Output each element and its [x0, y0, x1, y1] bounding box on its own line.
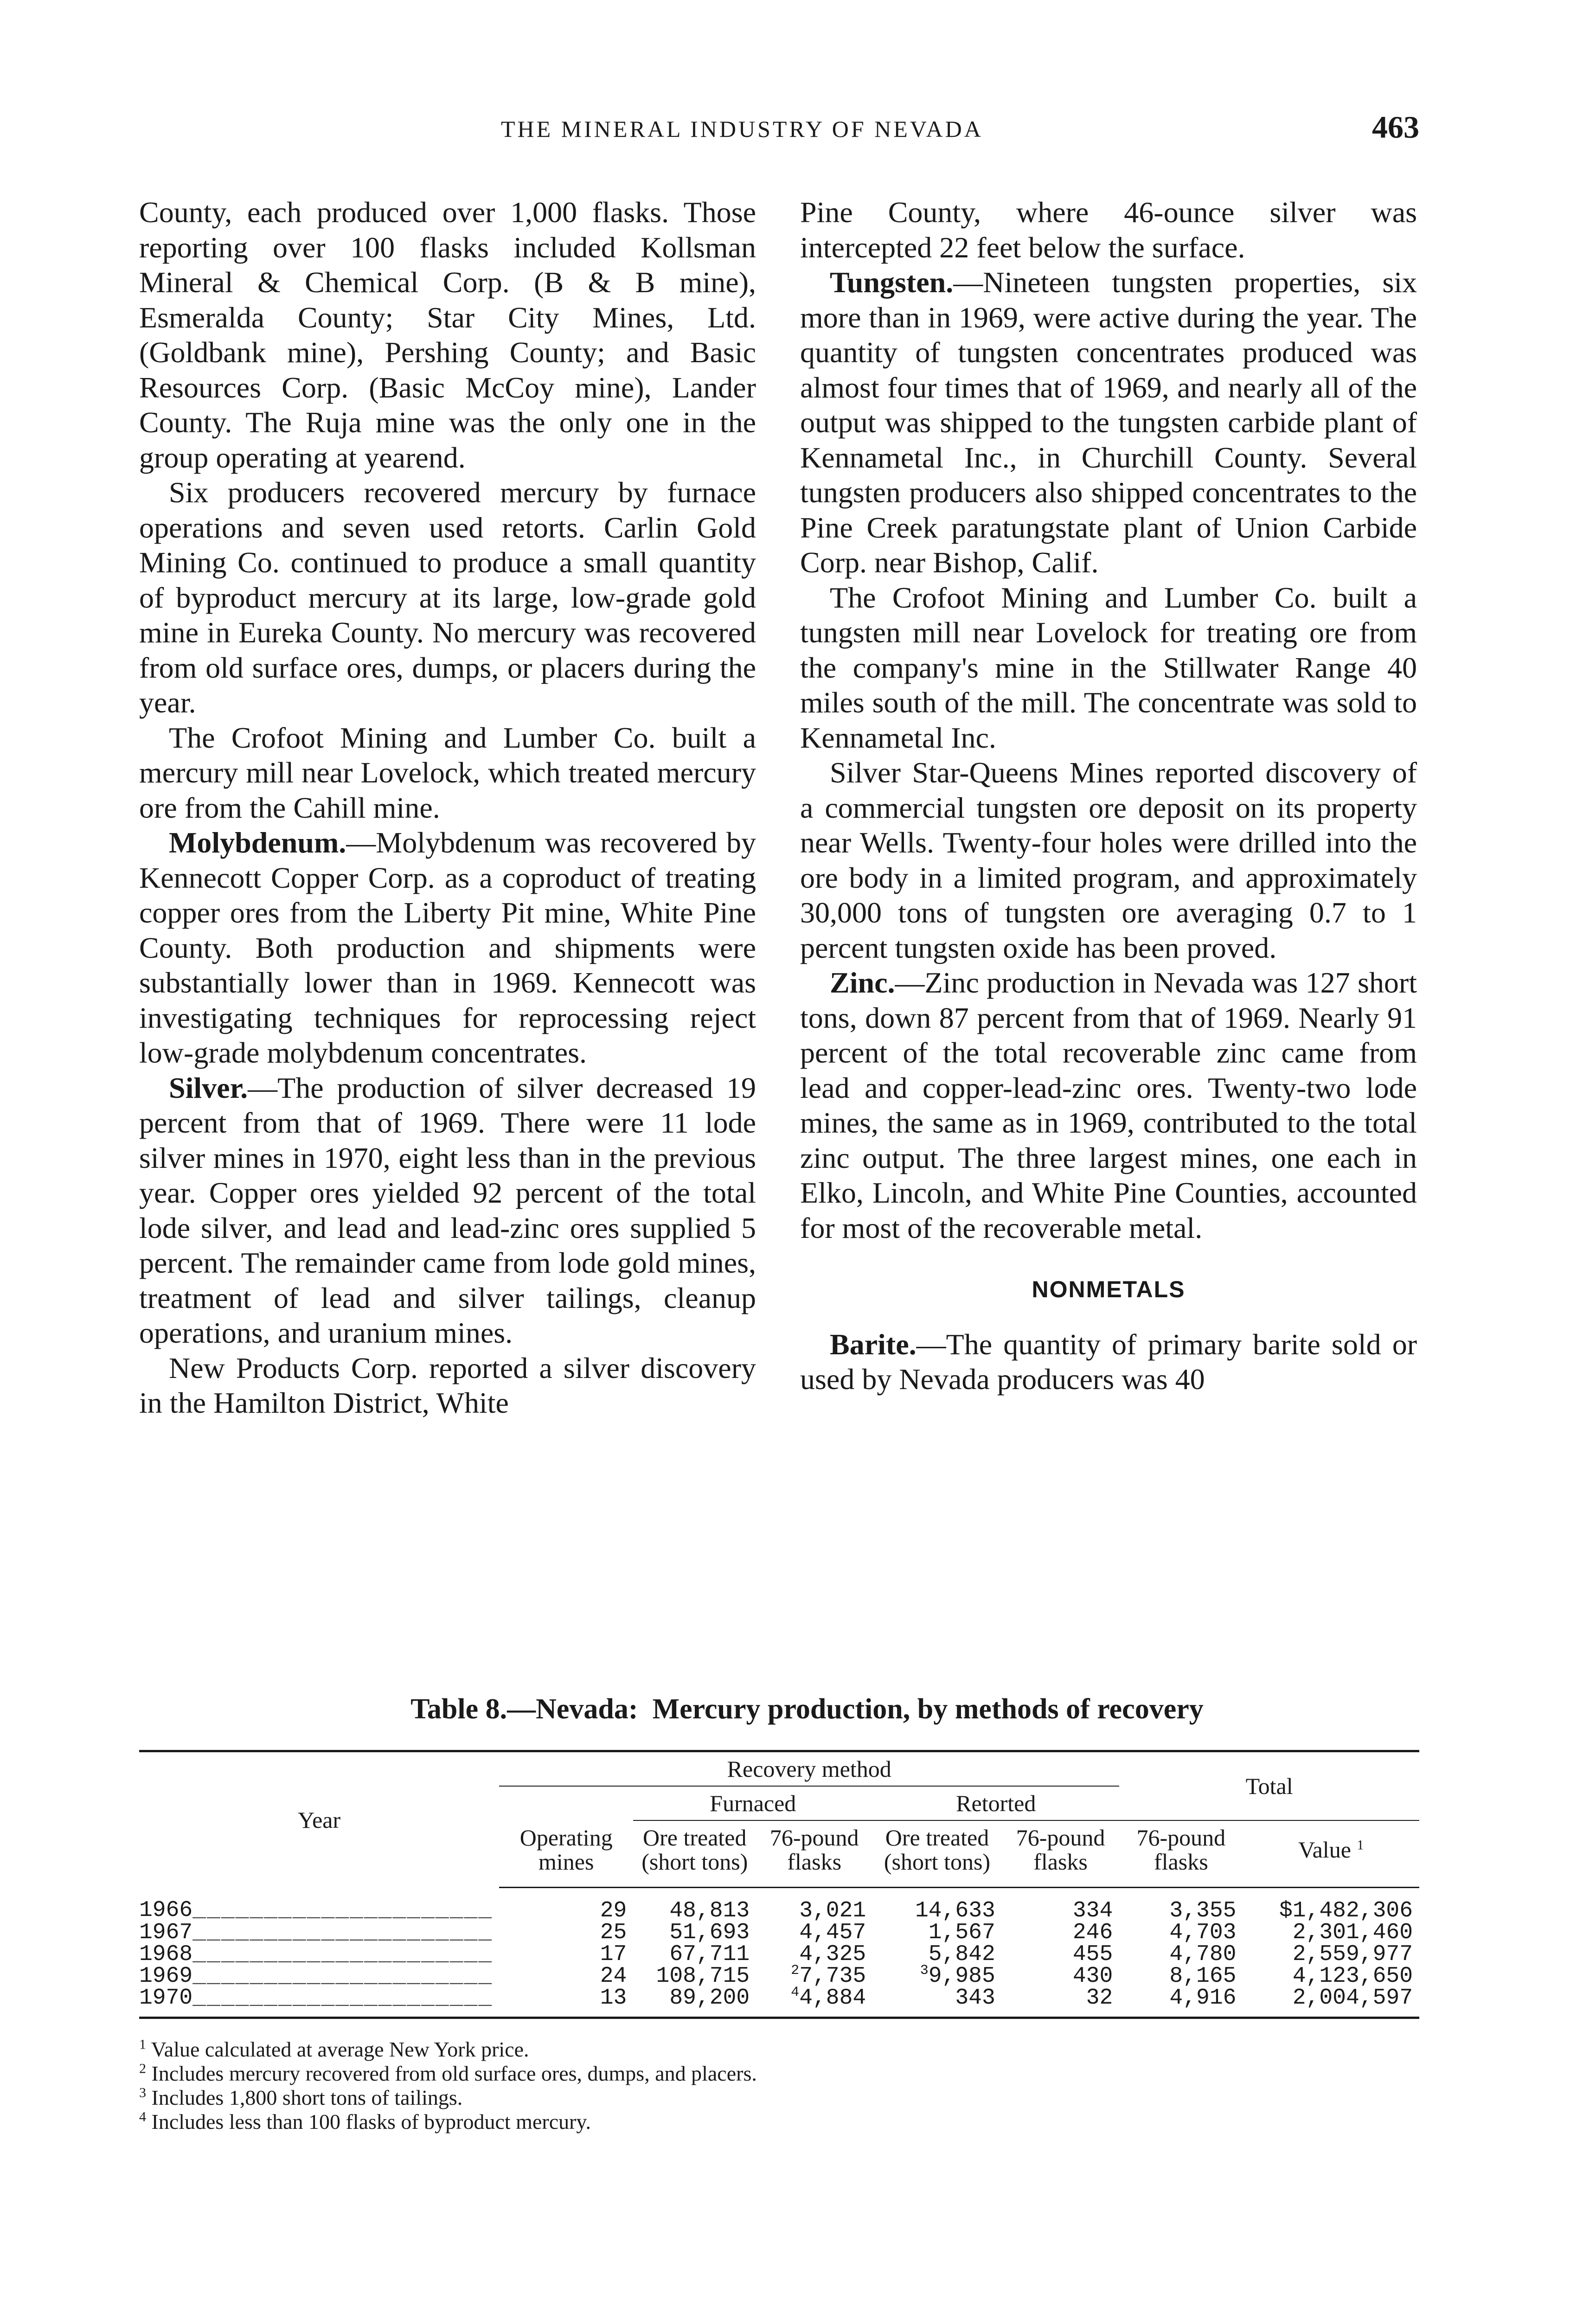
leader-dots: _____________________ — [192, 1942, 493, 1967]
year-value: 1970 — [139, 1986, 193, 2011]
footnote-mark: 1 — [1357, 1837, 1364, 1853]
table-row — [139, 1888, 1419, 1922]
paragraph-text: —Zinc production in Nevada was 127 short tons, down 87 percent from that of 1969. Nearly 91 percent of the total recoverable zinc came from lead and copper-lead-zinc ores. Twenty-two lode mines, the same as in 1969, contributed to the total zinc output. The three largest mines, one each in Elko, Lincoln, and White Pine Counties, accounted for most of the recoverable metal. — [800, 966, 1417, 1244]
paragraph: Silver Star-Queens Mines reported discovery of a commercial tungsten ore deposit on its property near Wells. Twenty-four holes were drilled into the ore body in a limited program, and approximately 30,000 tons of tungsten ore averaging 0.7 to 1 percent tungsten oxide has been proved. — [800, 756, 1417, 964]
furnaced-flasks-cell — [756, 1987, 872, 2018]
paragraph: The Crofoot Mining and Lumber Co. built a mercury mill near Lovelock, which treated mercury ore from the Cahill mine. — [139, 721, 756, 824]
value-cell: 4,123,650 — [1292, 1964, 1413, 1989]
table-row — [139, 1922, 1419, 1944]
furnaced-flasks-cell: 4,457 — [799, 1920, 866, 1945]
retorted-flasks-cell: 32 — [1086, 1986, 1113, 2011]
paragraph: The Crofoot Mining and Lumber Co. built a tungsten mill near Lovelock for treating ore from the company's mine in the Stillwater Range 40 miles south of the mill. The concentrate was sold to Kennametal Inc. — [800, 581, 1417, 754]
footnote — [139, 2110, 1419, 2134]
leader-dots: _____________________ — [192, 1898, 493, 1923]
leader-dots: _____________________ — [192, 1920, 493, 1945]
year-value: 1969 — [139, 1964, 193, 1989]
leader-dots: _____________________ — [192, 1964, 493, 1989]
footnote-mark: 1 — [139, 2037, 146, 2052]
header-total-flasks: 76-pound flasks — [1119, 1820, 1243, 1888]
paragraph: Six producers recovered mercury by furnace operations and seven used retorts. Carlin Gold Mining Co. continued to produce a small quantity of byproduct mercury at its large, low-grade gold mine in Eureka County. No mercury was recovered from old surface ores, dumps, or placers during the year. — [139, 476, 756, 719]
furnaced-ore-cell: 108,715 — [656, 1964, 750, 1989]
header-value — [1243, 1820, 1419, 1888]
retorted-ore-cell: 1,567 — [928, 1920, 995, 1945]
year-cell — [139, 1922, 499, 1944]
year-value: 1967 — [139, 1920, 193, 1945]
paragraph-text: —Nineteen tungsten properties, six more than in 1969, were active during the year. The quantity of tungsten concentrates produced was almost four times that of 1969, and nearly all of the output was shipped to the tungsten carbide plant of Kennametal Inc., in Churchill County. Several tungsten producers also shipped concentrates to the Pine Creek paratungstate plant of Union Carbide Corp. near Bishop, Calif. — [800, 266, 1417, 579]
retorted-flasks-cell: 246 — [1072, 1920, 1113, 1945]
left-column — [139, 195, 756, 1421]
total-flasks-cell: 8,165 — [1169, 1964, 1237, 1989]
run-in-heading: Silver. — [169, 1071, 248, 1104]
retorted-flasks-cell: 430 — [1072, 1964, 1113, 1989]
paragraph: Pine County, where 46-ounce silver was intercepted 22 feet below the surface. — [800, 196, 1417, 264]
table-row — [139, 1987, 1419, 2018]
year-value: 1968 — [139, 1942, 193, 1967]
value-cell: 2,004,597 — [1292, 1986, 1413, 2011]
footnote — [139, 2086, 1419, 2110]
right-column — [800, 195, 1417, 1397]
header-furnaced-flasks: 76-pound flasks — [756, 1820, 872, 1888]
flasks-value: 4,884 — [799, 1986, 866, 2011]
furnaced-ore-cell: 67,711 — [669, 1942, 750, 1967]
footnote-mark: 3 — [139, 2085, 146, 2101]
run-in-heading: Molybdenum. — [169, 826, 346, 859]
header-furnaced-ore: Ore treated (short tons) — [633, 1820, 756, 1888]
table-block — [139, 1693, 1419, 2134]
table-number: Table 8.—Nevada: — [410, 1693, 638, 1725]
footnote — [139, 2037, 1419, 2062]
value-cell: 2,301,460 — [1292, 1920, 1413, 1945]
section-heading: NONMETALS — [1032, 1276, 1186, 1302]
footnote-text: Includes 1,800 short tons of tailings. — [151, 2086, 463, 2109]
table-row — [139, 1944, 1419, 1966]
header-total: Total — [1119, 1751, 1419, 1821]
mines-cell: 13 — [600, 1986, 627, 2011]
table-title — [195, 1693, 1419, 1726]
footnote-mark: 4 — [791, 1985, 800, 2000]
table-row — [139, 1966, 1419, 1987]
value-label: Value — [1298, 1837, 1351, 1863]
running-head — [139, 109, 1419, 151]
retorted-flasks-cell: 455 — [1072, 1942, 1113, 1967]
paragraph-text: —The quantity of primary barite sold or used by Nevada producers was 40 — [800, 1327, 1417, 1396]
furnaced-ore-cell: 51,693 — [669, 1920, 750, 1945]
year-cell — [139, 1888, 499, 1922]
furnaced-ore-cell: 48,813 — [669, 1898, 750, 1923]
paragraph-tungsten — [800, 265, 1417, 580]
header-spacer — [499, 1786, 633, 1820]
paragraph-text: —The production of silver decreased 19 percent from that of 1969. There were 11 lode silver mines in 1970, eight less than in the previous year. Copper ores yielded 92 percent of the total lode silver, and lead and lead-zinc ores supplied 5 percent. The remainder came from lode gold mines, treatment of lead and silver tailings, cleanup operations, and uranium mines. — [139, 1071, 756, 1349]
mines-cell: 17 — [600, 1942, 627, 1967]
retorted-ore-cell: 14,633 — [915, 1898, 995, 1923]
paragraph: County, each produced over 1,000 flasks. Those reporting over 100 flasks included Kollsman Mineral & Chemical Corp. (B & B mine), Esmeralda County; Star City Mines, Ltd. (Goldbank mine), Pershing County; and Basic Resources Corp. (Basic McCoy mine), Lander County. The Ruja mine was the only one in the group operating at yearend. — [139, 196, 756, 474]
paragraph-zinc — [800, 965, 1417, 1245]
table-caption: Mercury production, by methods of recovery — [652, 1693, 1204, 1725]
leader-dots: _____________________ — [192, 1986, 493, 2011]
running-title: THE MINERAL INDUSTRY OF NEVADA — [501, 116, 983, 142]
value-cell: 2,559,977 — [1292, 1942, 1413, 1967]
header-furnaced: Furnaced — [633, 1786, 872, 1820]
total-flasks-cell: 4,780 — [1169, 1942, 1237, 1967]
paragraph-molybdenum — [139, 825, 756, 1070]
retorted-ore-cell: 5,842 — [928, 1942, 995, 1967]
year-cell — [139, 1987, 499, 2018]
run-in-heading: Tungsten. — [830, 266, 954, 299]
header-retorted-flasks: 76-pound flasks — [1002, 1820, 1119, 1888]
mines-cell: 25 — [600, 1920, 627, 1945]
header-recovery-method: Recovery method — [499, 1751, 1119, 1787]
total-flasks-cell: 4,703 — [1169, 1920, 1237, 1945]
value-cell: $1,482,306 — [1279, 1898, 1413, 1923]
paragraph-silver — [139, 1070, 756, 1351]
total-flasks-cell: 3,355 — [1169, 1898, 1237, 1923]
footnote-text: Includes mercury recovered from old surface ores, dumps, and placers. — [151, 2062, 757, 2085]
furnaced-flasks-cell: 4,325 — [799, 1942, 866, 1967]
flasks-value: 7,735 — [799, 1964, 866, 1989]
year-cell — [139, 1944, 499, 1966]
footnote-mark: 2 — [139, 2061, 146, 2076]
total-flasks-cell: 4,916 — [1169, 1986, 1237, 2011]
footnote-text: Value calculated at average New York price. — [151, 2037, 529, 2061]
footnote-mark: 4 — [139, 2109, 146, 2125]
furnaced-flasks-cell — [756, 1963, 872, 1989]
retorted-ore-cell: 343 — [955, 1986, 995, 2011]
footnote-mark: 3 — [920, 1963, 929, 1979]
page-number: 463 — [1372, 109, 1419, 145]
paragraph-barite — [800, 1327, 1417, 1397]
header-year: Year — [297, 1807, 341, 1833]
header-retorted: Retorted — [872, 1786, 1119, 1820]
paragraph-text: —Molybdenum was recovered by Kennecott Copper Corp. as a coproduct of treating copper ores from the Liberty Pit mine, White Pine County. Both production and shipments were substantially lower than in 1969. Kennecott was investigating techniques for reprocessing reject low-grade molybdenum concentrates. — [139, 826, 756, 1069]
mines-cell: 29 — [600, 1898, 627, 1923]
footnote-mark: 2 — [791, 1963, 800, 1979]
footnotes — [139, 2037, 1419, 2134]
header-operating-mines: Operating mines — [499, 1820, 633, 1888]
header-retorted-ore: Ore treated (short tons) — [872, 1820, 1002, 1888]
furnaced-ore-cell: 89,200 — [669, 1986, 750, 2011]
year-value: 1966 — [139, 1898, 193, 1923]
footnote — [139, 2062, 1419, 2086]
retorted-flasks-cell: 334 — [1072, 1898, 1113, 1923]
mines-cell: 24 — [600, 1964, 627, 1989]
ore-value: 9,985 — [928, 1964, 995, 1989]
year-cell — [139, 1966, 499, 1987]
run-in-heading: Zinc. — [830, 966, 895, 999]
paragraph: New Products Corp. reported a silver discovery in the Hamilton District, White — [139, 1351, 756, 1419]
mercury-table — [139, 1750, 1419, 2019]
footnote-text: Includes less than 100 flasks of byproduct mercury. — [151, 2110, 591, 2133]
retorted-ore-cell — [872, 1963, 1002, 1989]
run-in-heading: Barite. — [830, 1327, 917, 1361]
furnaced-flasks-cell: 3,021 — [799, 1898, 866, 1923]
